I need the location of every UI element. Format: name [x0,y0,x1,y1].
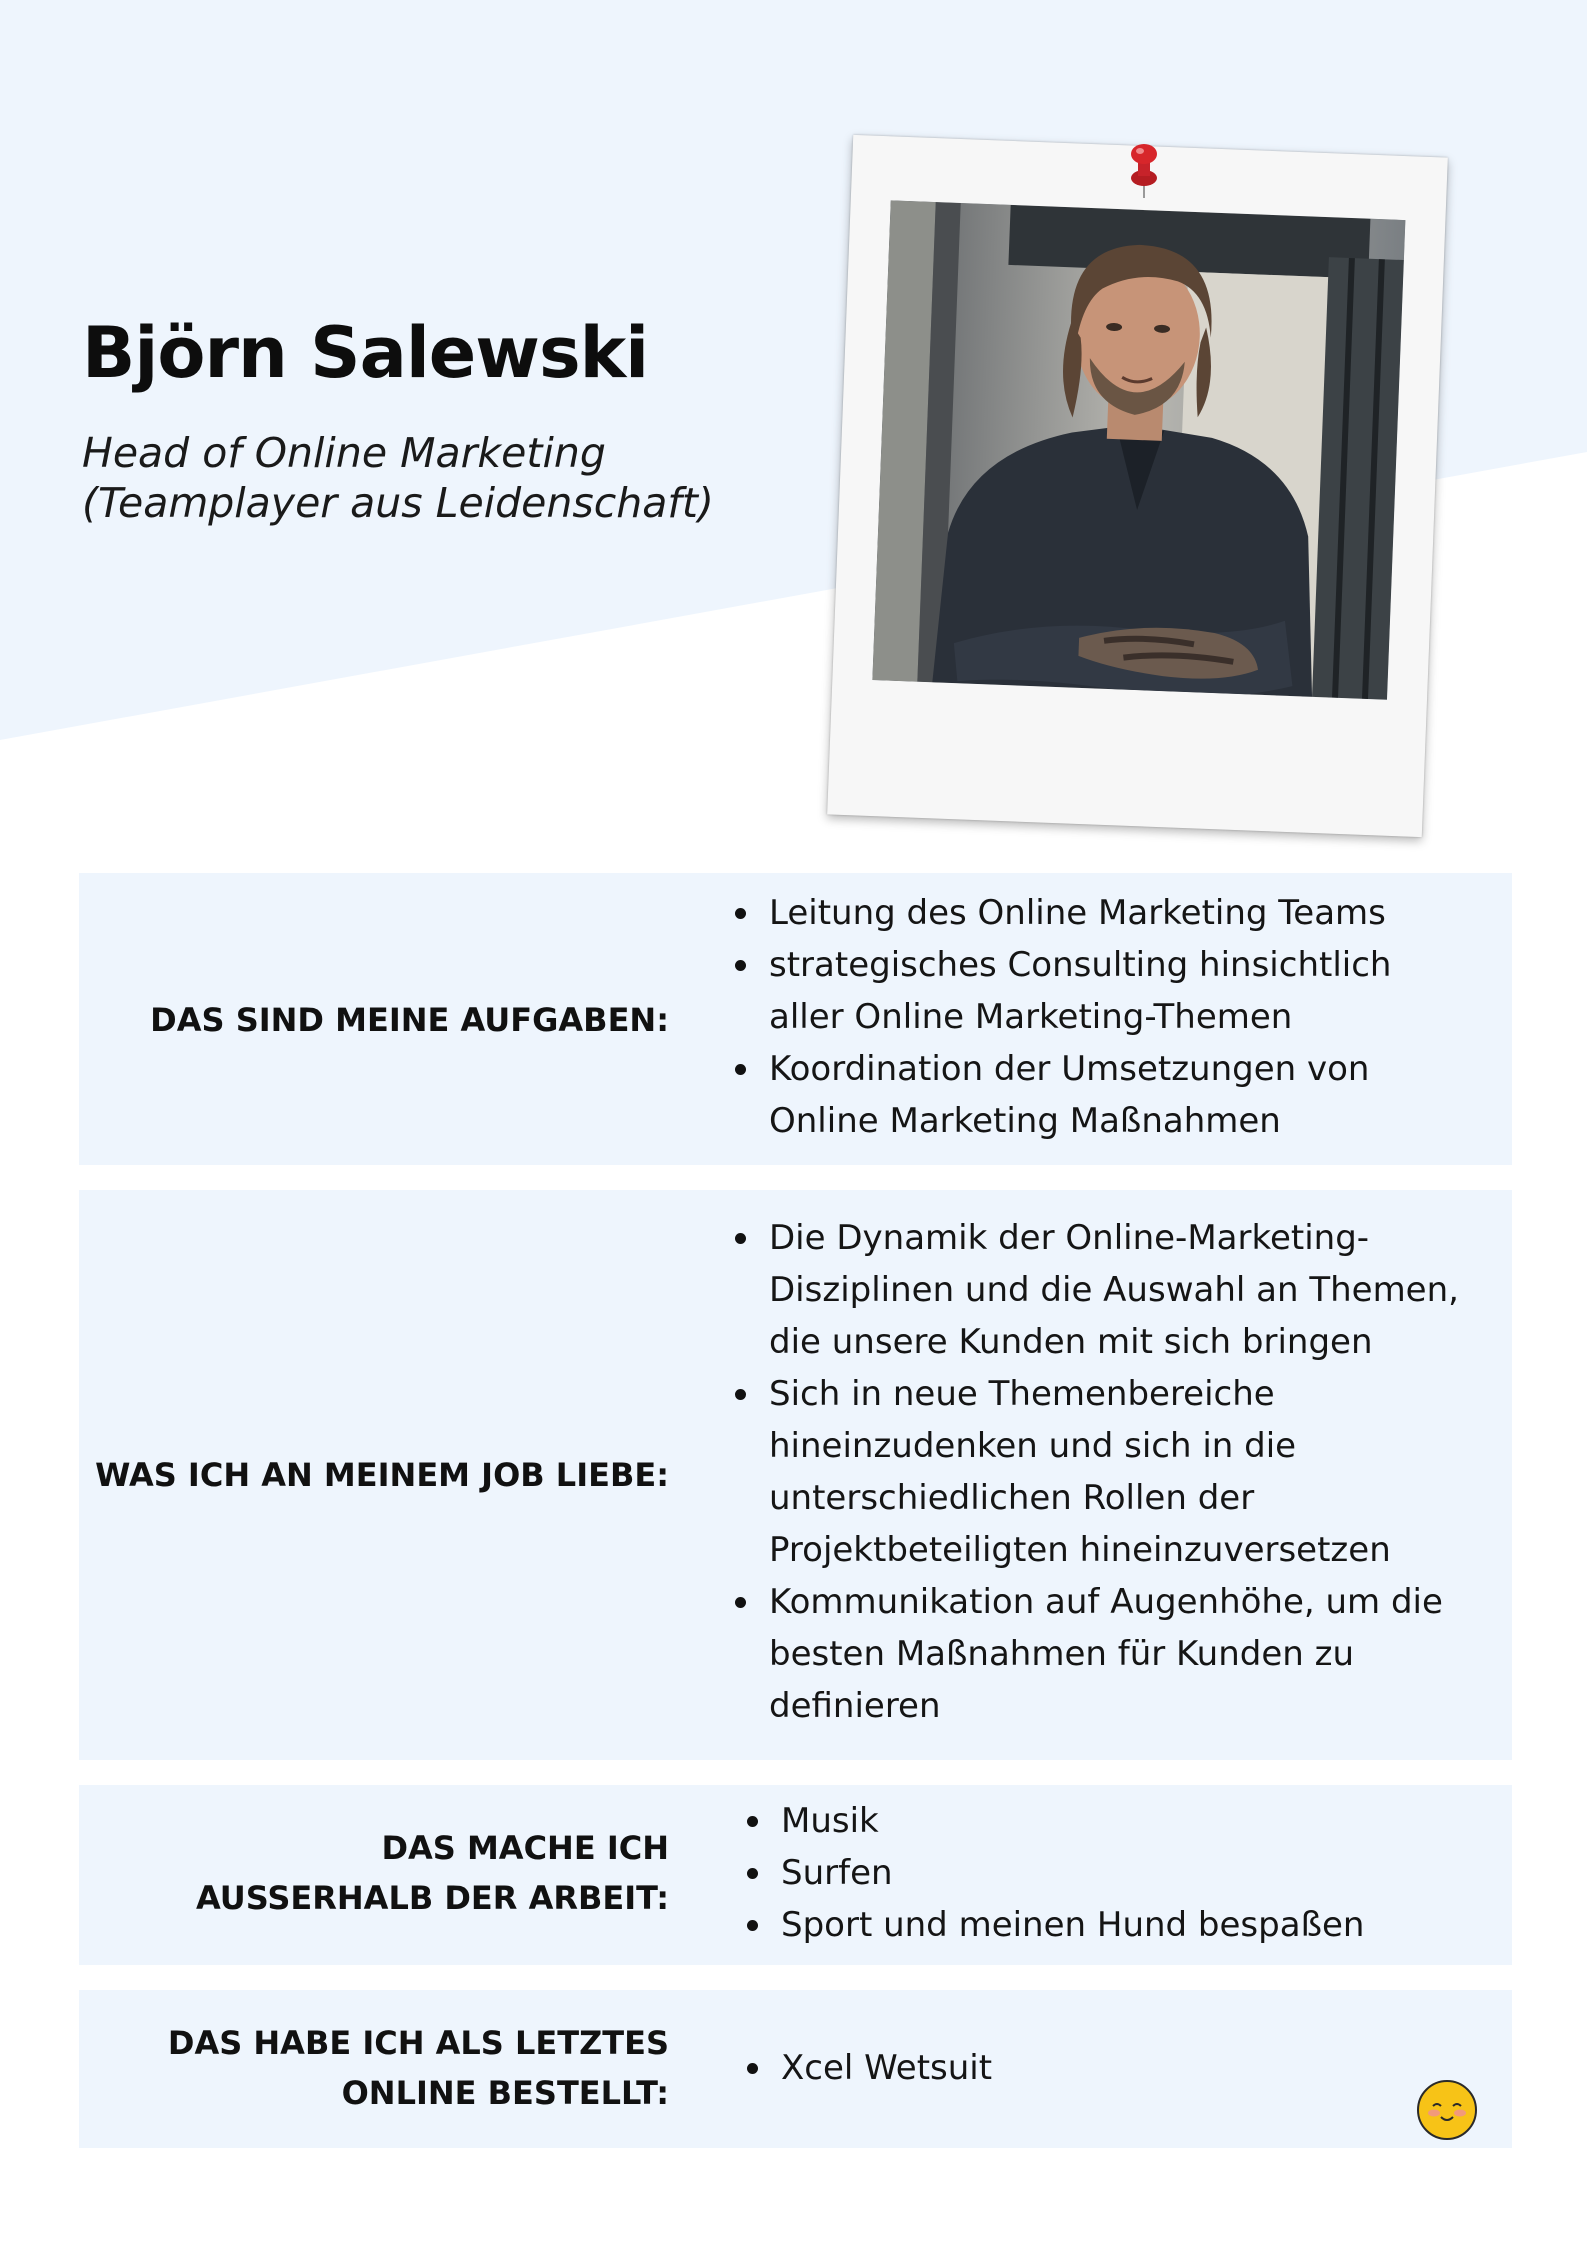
section-responsibilities [79,873,1512,1165]
list-item [743,1899,1364,1951]
list-item-text: strategisches Consulting hinsichtlich [769,945,1392,985]
list-item [731,1043,1391,1147]
list-item-text: Xcel Wetsuit [781,2048,993,2088]
section-label [196,1823,669,1923]
hobbies-list [743,1795,1364,1951]
profile-name: Björn Salewski [82,312,649,394]
list-item-text: Disziplinen und die Auswahl an Themen, [769,1270,1459,1310]
list-item-text: Sport und meinen Hund bespaßen [781,1905,1365,1945]
push-pin-icon [1124,140,1164,200]
section-label-line: DAS SIND MEINE AUFGABEN: [150,1001,669,1039]
job-love-list [731,1212,1459,1732]
list-item [731,1576,1459,1732]
section-job-love [79,1190,1512,1760]
list-item-text: aller Online Marketing-Themen [769,997,1293,1037]
profile-photo [872,200,1405,699]
responsibilities-list [731,887,1391,1147]
section-label-line: WAS ICH AN MEINEM JOB LIEBE: [95,1456,669,1494]
list-item [743,1795,1364,1847]
polaroid-frame [827,135,1448,837]
list-item-text: unterschiedlichen Rollen der [769,1478,1255,1518]
section-hobbies [79,1785,1512,1965]
last-order-list [743,2042,992,2094]
smiley-icon [1416,2079,1478,2141]
list-item [731,1212,1459,1368]
list-item-text: Koordination der Umsetzungen von [769,1049,1370,1089]
list-item-text: Leitung des Online Marketing Teams [769,893,1386,933]
section-last-order [79,1990,1512,2148]
section-label-line: ONLINE BESTELLT: [341,2074,669,2112]
list-item-text: definieren [769,1686,941,1726]
list-item-text: Musik [781,1801,879,1841]
list-item [743,2042,992,2094]
subtitle-line-2: (Teamplayer aus Leidenschaft) [82,479,714,527]
list-item-text: Online Marketing Maßnahmen [769,1101,1281,1141]
list-item [731,887,1391,939]
section-label-line: DAS MACHE ICH [381,1829,669,1867]
list-item-text: Projektbeteiligten hineinzuversetzen [769,1530,1391,1570]
list-item-text: die unsere Kunden mit sich bringen [769,1322,1373,1362]
section-label [168,2018,669,2118]
profile-subtitle [82,428,714,528]
section-label-line: AUSSERHALB DER ARBEIT: [195,1879,669,1917]
list-item-text: besten Maßnahmen für Kunden zu [769,1634,1354,1674]
list-item [731,939,1391,1043]
subtitle-line-1: Head of Online Marketing [82,429,606,477]
section-label [95,1450,669,1500]
list-item [731,1368,1459,1576]
list-item-text: Surfen [781,1853,893,1893]
list-item-text: Die Dynamik der Online-Marketing- [769,1218,1370,1258]
section-label-line: DAS HABE ICH ALS LETZTES [167,2024,669,2062]
list-item-text: Kommunikation auf Augenhöhe, um die [769,1582,1443,1622]
list-item-text: hineinzudenken und sich in die [769,1426,1297,1466]
list-item [743,1847,1364,1899]
list-item-text: Sich in neue Themenbereiche [769,1374,1275,1414]
section-label [150,995,669,1045]
